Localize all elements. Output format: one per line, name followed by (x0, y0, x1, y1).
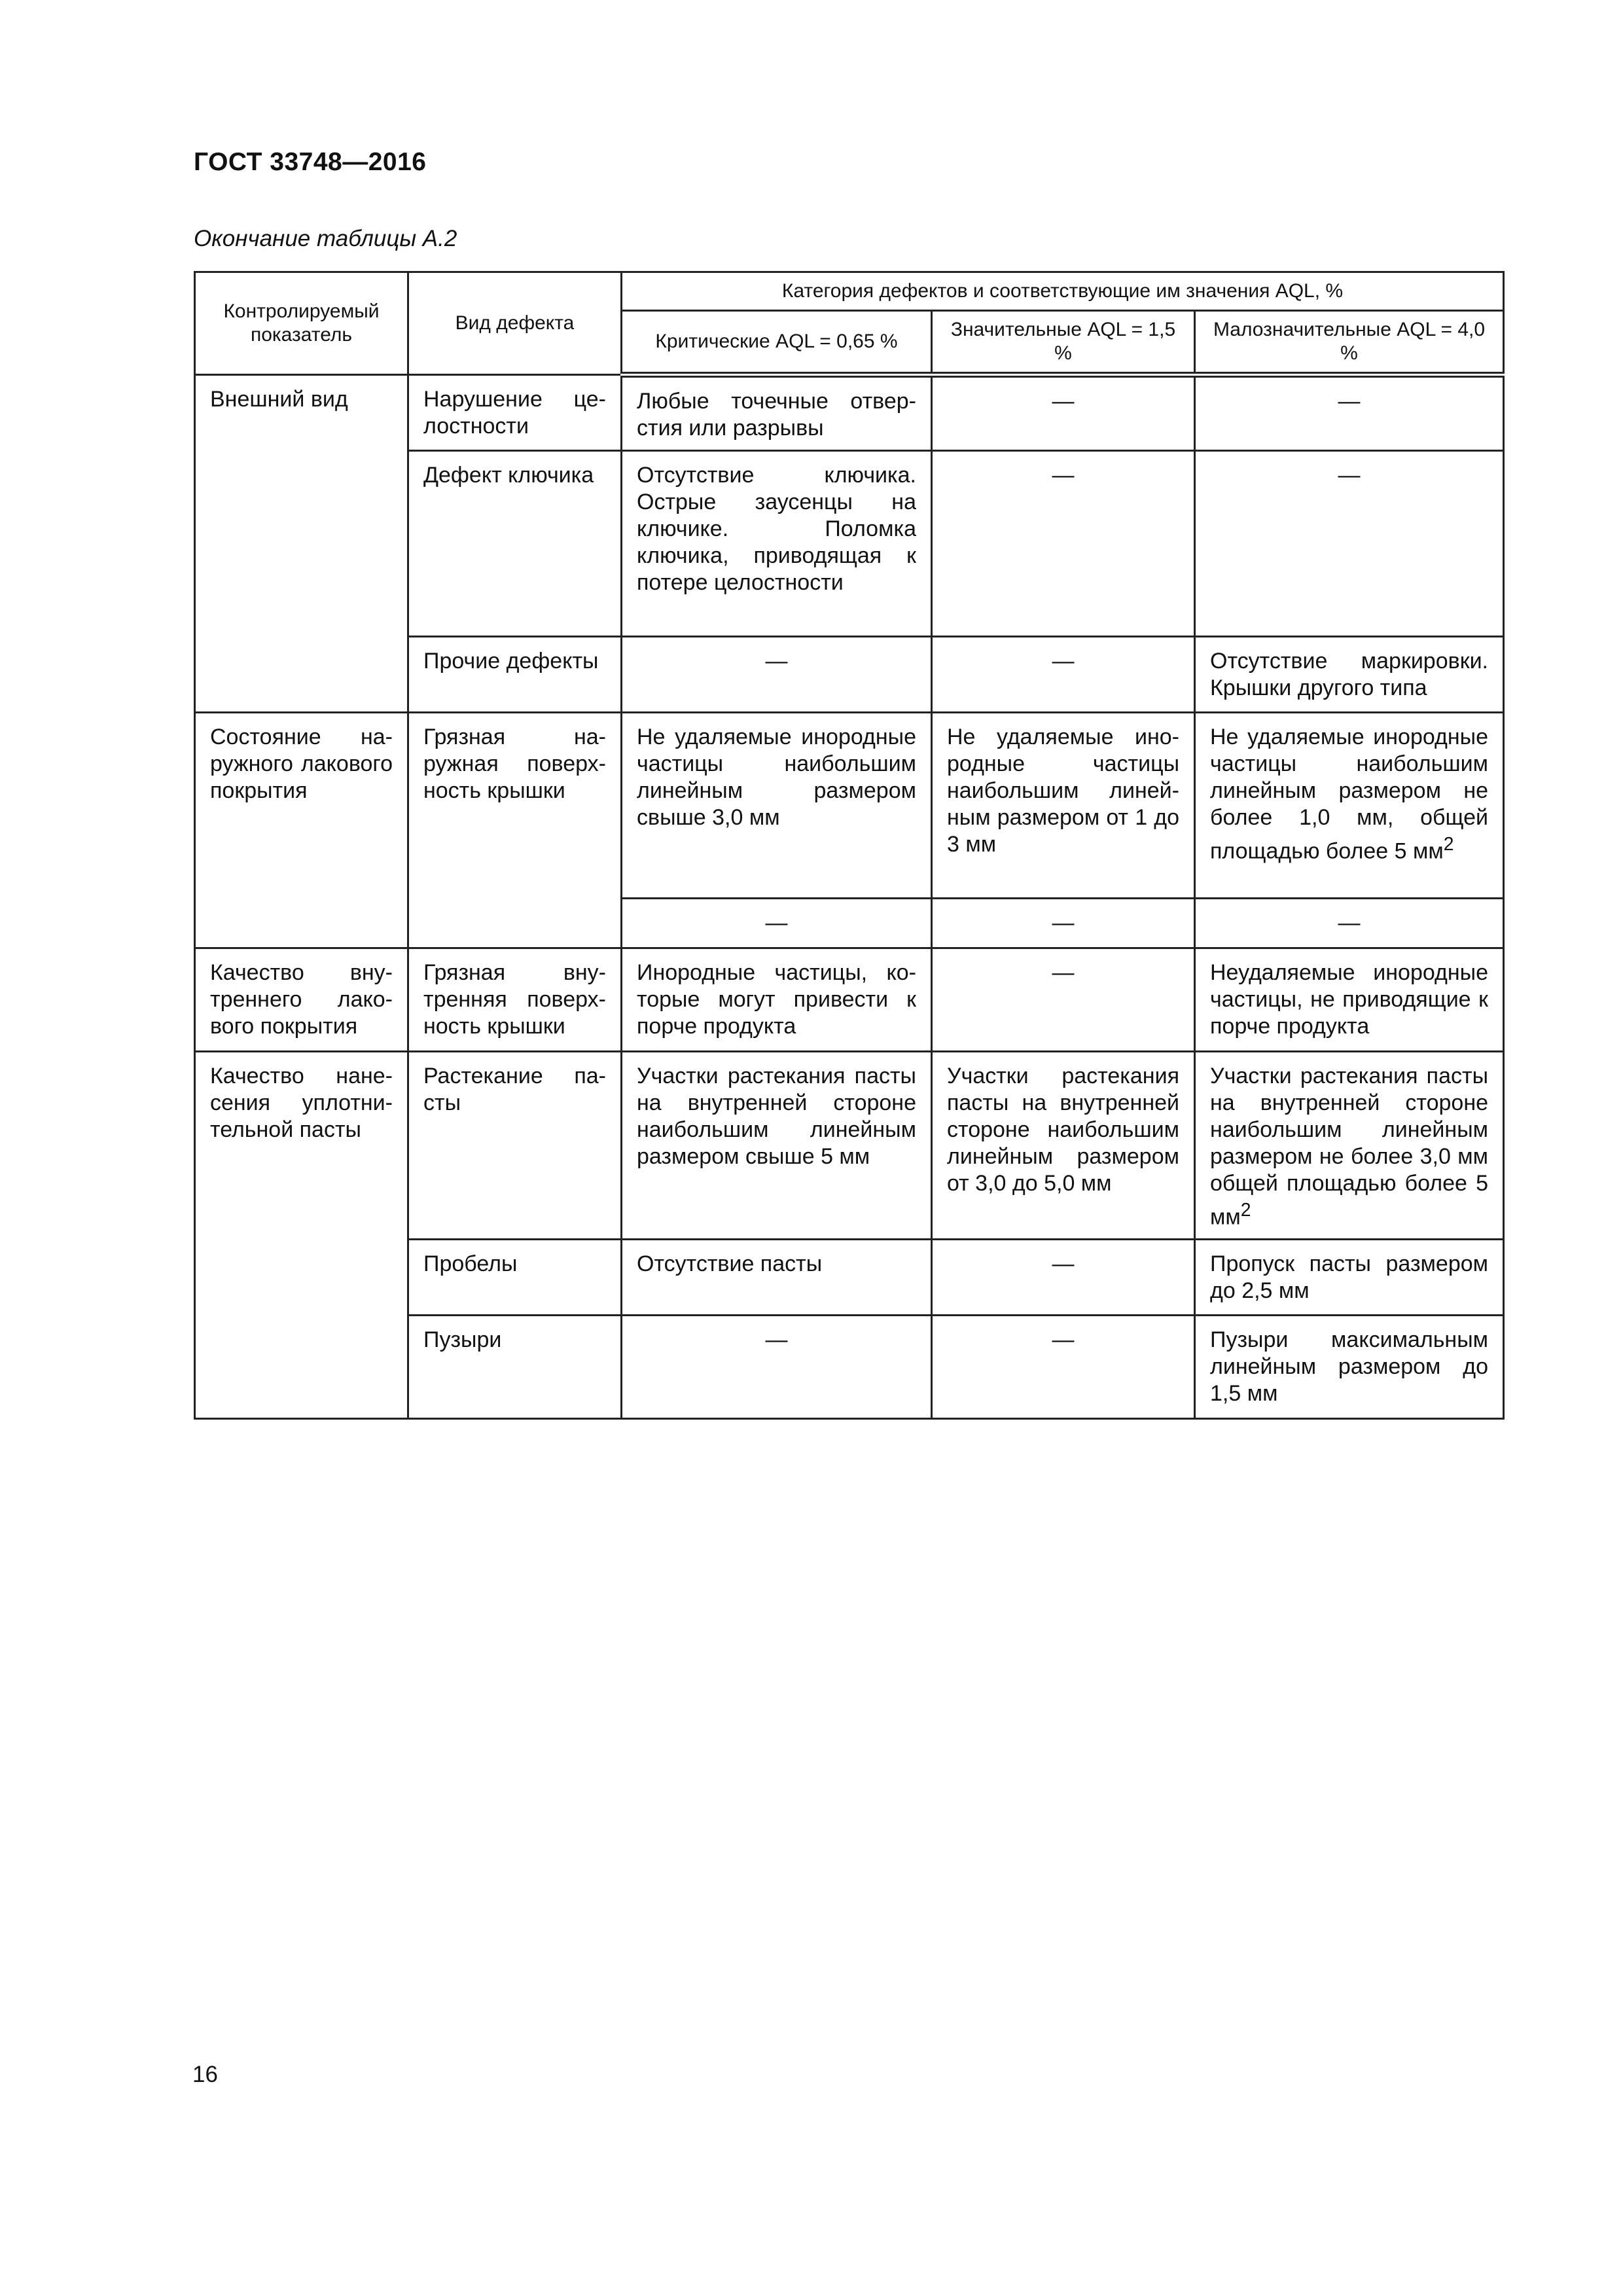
minor-cell (1195, 1052, 1504, 1240)
minor-cell: — (1195, 899, 1504, 948)
defect-cell: Нарушение целостности (408, 375, 622, 451)
minor-cell: Отсутствие маркировки. Крышки другого типа (1195, 637, 1504, 713)
major-cell: — (932, 451, 1195, 637)
critical-cell: Отсутствие ключика. Острые заусенцы на ключике. Поломка ключика, приводящая к потере целостности (622, 451, 932, 637)
superscript: 2 (1240, 1200, 1251, 1221)
minor-text: Не удаляемые инородные частицы наибольшим линейным размером не более 1,0 мм, общей площадью более 5 мм (1210, 725, 1489, 864)
defect-cell: Пробелы (408, 1240, 622, 1316)
header-critical: Критические AQL = 0,65 % (622, 311, 932, 375)
table-body (195, 375, 1504, 1419)
defect-cell: Дефект ключика (408, 451, 622, 637)
document-header-standard-code: ГОСТ 33748—2016 (194, 148, 427, 176)
header-major: Значительные AQL = 1,5 % (932, 311, 1195, 375)
indicator-cell: Внешний вид (195, 375, 408, 713)
header-minor: Малозначительные AQL = 4,0 % (1195, 311, 1504, 375)
table-caption: Окончание таблицы А.2 (194, 226, 457, 251)
critical-cell: — (622, 637, 932, 713)
critical-cell: — (622, 1316, 932, 1419)
minor-cell: Неудаляемые инородные частицы, не приводящие к порче продукта (1195, 948, 1504, 1052)
defect-cell: Прочие дефекты (408, 637, 622, 713)
defect-cell: Растекание пасты (408, 1052, 622, 1240)
major-cell: — (932, 899, 1195, 948)
defect-cell: Грязная наружная поверхность крышки (408, 713, 622, 948)
minor-cell: — (1195, 375, 1504, 451)
minor-cell: — (1195, 451, 1504, 637)
critical-cell: Любые точечные отверстия или разрывы (622, 375, 932, 451)
table-row (195, 375, 1504, 451)
defects-table (194, 271, 1505, 1420)
critical-cell: Инородные частицы, которые могут привести к порче продукта (622, 948, 932, 1052)
minor-cell: Пузыри максимальным линейным размером до 1,5 мм (1195, 1316, 1504, 1419)
major-cell: — (932, 1240, 1195, 1316)
critical-cell: Не удаляемые инородные частицы наибольшим линейным размером свыше 3,0 мм (622, 713, 932, 899)
defect-cell: Пузыри (408, 1316, 622, 1419)
minor-text: Участки растекания пасты на внутренней стороне наибольшим линейным размером не более 3,0 мм общей площадью более 5 мм (1210, 1064, 1489, 1230)
table-row (195, 948, 1504, 1052)
minor-cell (1195, 713, 1504, 899)
major-cell: — (932, 948, 1195, 1052)
critical-cell: — (622, 899, 932, 948)
table-row (195, 1052, 1504, 1240)
header-defect-type: Вид дефекта (408, 272, 622, 375)
page-number: 16 (192, 2062, 218, 2087)
superscript: 2 (1443, 834, 1454, 855)
major-cell: — (932, 1316, 1195, 1419)
minor-cell: Пропуск пасты размером до 2,5 мм (1195, 1240, 1504, 1316)
indicator-cell: Качество внутреннего лакового покрытия (195, 948, 408, 1052)
major-cell: — (932, 375, 1195, 451)
defect-cell: Грязная внутренняя поверхность крышки (408, 948, 622, 1052)
indicator-cell: Качество нанесения уплотнительной пасты (195, 1052, 408, 1419)
critical-cell: Отсутствие пасты (622, 1240, 932, 1316)
header-indicator: Контролируемый показатель (195, 272, 408, 375)
indicator-cell: Состояние наружного лакового покрытия (195, 713, 408, 948)
major-cell: Не удаляемые инородные частицы наибольшим линейным размером от 1 до 3 мм (932, 713, 1195, 899)
table-header (195, 272, 1504, 375)
major-cell: — (932, 637, 1195, 713)
major-cell: Участки растекания пасты на внутренней стороне наибольшим линейным размером от 3,0 до 5,0 мм (932, 1052, 1195, 1240)
header-category-group: Категория дефектов и соответствующие им значения AQL, % (622, 272, 1504, 311)
critical-cell: Участки растекания пасты на внутренней стороне наибольшим линейным размером свыше 5 мм (622, 1052, 932, 1240)
table-row (195, 713, 1504, 899)
